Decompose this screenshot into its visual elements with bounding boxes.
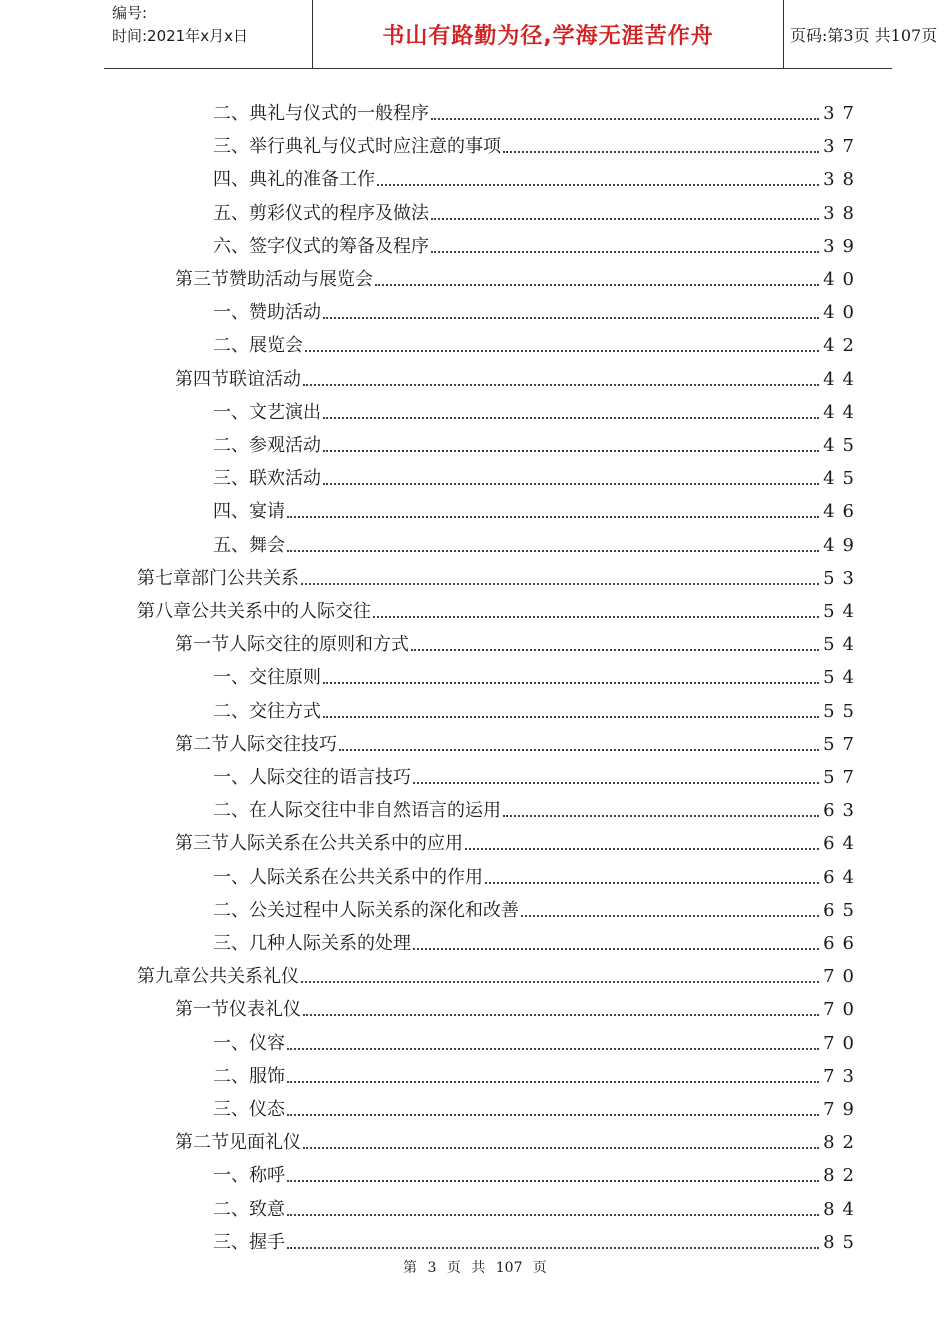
toc-entry-page: 84 [823, 1198, 862, 1220]
toc-entry-page: 73 [823, 1065, 862, 1087]
toc-entry-page: 49 [823, 534, 862, 556]
toc-leader-dots [323, 716, 819, 718]
toc-entry-page: 38 [823, 202, 862, 224]
toc-entry-title: 一、交往原则 [213, 667, 321, 689]
toc-leader-dots [503, 151, 819, 153]
toc-entry-title: 三、举行典礼与仪式时应注意的事项 [213, 136, 501, 158]
header-meta [112, 2, 312, 48]
toc-leader-dots [287, 550, 819, 552]
toc-entry[interactable] [213, 158, 862, 191]
toc-leader-dots [431, 251, 819, 253]
toc-entry[interactable] [213, 1221, 862, 1254]
toc-entry-title: 三、联欢活动 [213, 468, 321, 490]
toc-entry-page: 54 [823, 667, 862, 689]
toc-entry-page: 79 [823, 1099, 862, 1120]
toc-leader-dots [303, 384, 819, 386]
toc-entry-title: 二、服饰 [213, 1065, 285, 1087]
toc-entry-page: 45 [823, 435, 862, 456]
toc-entry-title: 第三节赞助活动与展览会 [175, 269, 373, 290]
toc-leader-dots [323, 417, 819, 419]
toc-leader-dots [303, 1147, 819, 1149]
toc-entry[interactable] [175, 723, 862, 756]
toc-leader-dots [301, 583, 819, 585]
toc-entry-title: 一、赞助活动 [213, 302, 321, 324]
toc-entry-page: 64 [823, 833, 862, 855]
toc-entry-page: 40 [823, 269, 862, 290]
toc-entry-page: 42 [823, 335, 862, 357]
toc-leader-dots [287, 1048, 819, 1050]
toc-entry-page: 82 [823, 1132, 862, 1154]
toc-entry-title: 一、称呼 [213, 1165, 285, 1187]
toc-entry-title: 第二节人际交往技巧 [175, 733, 337, 755]
toc-entry-page: 44 [823, 401, 862, 423]
toc-leader-dots [485, 882, 819, 884]
toc-entry-title: 二、展览会 [213, 335, 303, 357]
toc-entry-page: 53 [823, 567, 862, 589]
toc-leader-dots [287, 1180, 819, 1182]
toc-entry[interactable] [213, 756, 862, 789]
toc-entry-title: 四、典礼的准备工作 [213, 169, 375, 191]
toc-entry[interactable] [175, 623, 862, 656]
toc-entry-page: 46 [823, 501, 862, 523]
page-header [104, 0, 938, 69]
toc-entry-title: 第九章公共关系礼仪 [137, 966, 299, 988]
toc-entry-title: 第一节仪表礼仪 [175, 999, 301, 1021]
toc-entry-page: 70 [823, 966, 862, 988]
toc-entry-page: 54 [823, 634, 862, 656]
toc-leader-dots [287, 1214, 819, 1216]
toc-entry[interactable] [175, 1121, 862, 1154]
toc-entry[interactable] [213, 291, 862, 324]
toc-entry[interactable] [213, 1088, 862, 1121]
toc-entry-title: 第一节人际交往的原则和方式 [175, 634, 409, 656]
toc-entry-title: 五、舞会 [213, 534, 285, 556]
toc-entry-title: 一、人际交往的语言技巧 [213, 767, 411, 788]
toc-entry[interactable] [213, 1055, 862, 1088]
toc-leader-dots [305, 350, 819, 352]
toc-entry[interactable] [213, 1022, 862, 1055]
toc-entry-title: 三、仪态 [213, 1099, 285, 1120]
header-motto: 书山有路勤为径,学海无涯苦作舟 [312, 0, 784, 68]
toc-entry-title: 一、仪容 [213, 1032, 285, 1054]
toc-entry-page: 45 [823, 468, 862, 490]
toc-entry-title: 二、致意 [213, 1198, 285, 1220]
toc-entry-page: 55 [823, 700, 862, 722]
toc-entry-page: 82 [823, 1165, 862, 1187]
toc-leader-dots [521, 915, 819, 917]
toc-entry[interactable] [213, 192, 862, 225]
toc-entry[interactable] [213, 656, 862, 689]
toc-entry-page: 44 [823, 368, 862, 390]
toc-leader-dots [431, 118, 819, 120]
toc-entry-title: 三、几种人际关系的处理 [213, 933, 411, 954]
toc-entry[interactable] [213, 92, 862, 125]
toc-leader-dots [287, 1247, 819, 1249]
toc-entry[interactable] [175, 822, 862, 855]
toc-entry[interactable] [213, 1154, 862, 1187]
toc-leader-dots [323, 317, 819, 319]
toc-entry-page: 40 [823, 302, 862, 324]
toc-entry-page: 57 [823, 767, 862, 788]
toc-leader-dots [301, 981, 819, 983]
toc-entry[interactable] [213, 524, 862, 557]
toc-entry[interactable] [213, 1188, 862, 1221]
toc-entry-title: 第七章部门公共关系 [137, 567, 299, 589]
toc-entry[interactable] [175, 988, 862, 1021]
toc-entry-title: 第四节联谊活动 [175, 368, 301, 390]
toc-leader-dots [377, 184, 819, 186]
toc-leader-dots [411, 649, 819, 651]
toc-entry-page: 65 [823, 899, 862, 921]
toc-entry[interactable] [137, 557, 862, 590]
toc-entry-page: 64 [823, 866, 862, 888]
toc-leader-dots [303, 1014, 819, 1016]
toc-entry-page: 70 [823, 999, 862, 1021]
page-footer: 第 3 页 共 107 页 [403, 1260, 547, 1276]
toc-entry[interactable] [137, 590, 862, 623]
toc-entry-title: 二、公关过程中人际关系的深化和改善 [213, 899, 519, 921]
toc-leader-dots [323, 682, 819, 684]
toc-leader-dots [323, 450, 819, 452]
toc-leader-dots [465, 848, 819, 850]
toc-leader-dots [323, 483, 819, 485]
toc-leader-dots [287, 516, 819, 518]
toc-entry-title: 六、签字仪式的筹备及程序 [213, 235, 429, 257]
toc-entry[interactable] [213, 889, 862, 922]
toc-leader-dots [339, 749, 819, 751]
toc-entry-title: 二、交往方式 [213, 700, 321, 722]
toc-entry-title: 五、剪彩仪式的程序及做法 [213, 202, 429, 224]
toc-leader-dots [287, 1114, 819, 1116]
toc-entry-page: 37 [823, 103, 862, 124]
time-label: 时间:2021年x月x日 [112, 27, 248, 45]
toc-entry-title: 一、文艺演出 [213, 401, 321, 423]
toc-entry[interactable] [213, 690, 862, 723]
toc-entry-page: 85 [823, 1231, 862, 1253]
toc-leader-dots [431, 218, 819, 220]
toc-entry-title: 三、握手 [213, 1231, 285, 1253]
toc-entry[interactable] [213, 125, 862, 158]
toc-entry[interactable] [213, 324, 862, 357]
toc-entry[interactable] [213, 457, 862, 490]
toc-leader-dots [373, 616, 819, 618]
toc-entry[interactable] [213, 424, 862, 457]
toc-entry[interactable] [213, 225, 862, 258]
toc-entry-title: 四、宴请 [213, 501, 285, 523]
number-label: 编号: [112, 4, 148, 22]
toc-entry-title: 二、典礼与仪式的一般程序 [213, 103, 429, 124]
toc-leader-dots [413, 782, 819, 784]
toc-leader-dots [375, 284, 819, 286]
toc-entry-page: 66 [823, 933, 862, 954]
toc-entry-page: 54 [823, 601, 862, 622]
toc-entry[interactable] [213, 922, 862, 955]
toc-entry-title: 一、人际关系在公共关系中的作用 [213, 866, 483, 888]
toc-leader-dots [503, 815, 819, 817]
toc-entry[interactable] [213, 391, 862, 424]
toc-entry-title: 第八章公共关系中的人际交往 [137, 601, 371, 622]
toc-entry-title: 二、参观活动 [213, 435, 321, 456]
toc-entry-page: 57 [823, 733, 862, 755]
toc-leader-dots [413, 948, 819, 950]
toc-entry-title: 第二节见面礼仪 [175, 1132, 301, 1154]
header-page-info: 页码:第3页 共107页 [790, 25, 938, 45]
toc-leader-dots [287, 1081, 819, 1083]
toc-entry-page: 70 [823, 1032, 862, 1054]
toc-entry-page: 39 [823, 235, 862, 257]
toc-entry[interactable] [175, 258, 862, 291]
toc-entry-page: 38 [823, 169, 862, 191]
toc-entry-title: 二、在人际交往中非自然语言的运用 [213, 800, 501, 822]
toc-entry[interactable] [213, 490, 862, 523]
toc-entry-page: 63 [823, 800, 862, 822]
toc-entry-title: 第三节人际关系在公共关系中的应用 [175, 833, 463, 855]
toc-entry[interactable] [213, 856, 862, 889]
toc-entry-page: 37 [823, 136, 862, 158]
toc-entry[interactable] [137, 955, 862, 988]
toc-entry[interactable] [213, 789, 862, 822]
toc-entry[interactable] [175, 358, 862, 391]
